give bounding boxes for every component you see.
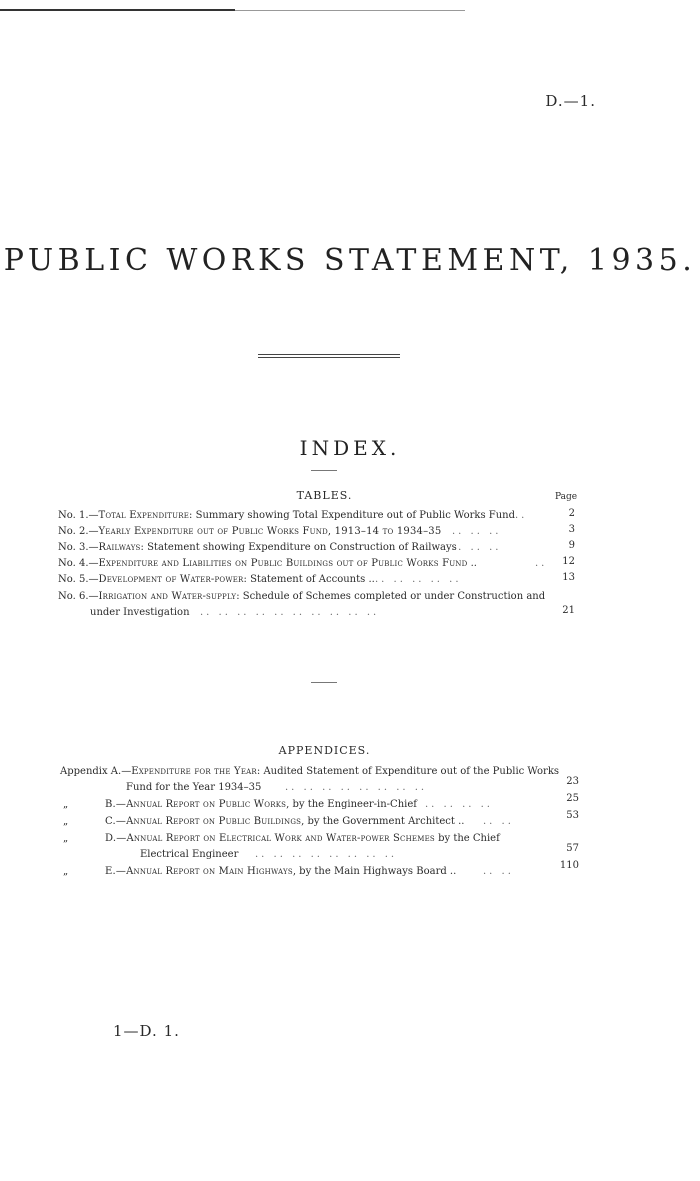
leader-dots: .. .. .. — [452, 542, 502, 553]
leader-dots: .. .. .. .. .. .. .. .. — [255, 849, 398, 860]
table-entry-3-page: 9 — [568, 540, 575, 551]
appendix-entry-c[interactable]: „ C.—Annual Report on Public Buildings, by the Government Architect .. — [63, 816, 465, 827]
double-rule-bottom — [258, 357, 400, 358]
table-entry-3[interactable]: No. 3.—Railways: Statement showing Expenditure on Construction of Railways — [58, 542, 457, 553]
table-entry-6-continuation: under Investigation — [90, 607, 190, 618]
leader-dots: .. .. .. .. .. .. .. .. — [285, 782, 428, 793]
table-entry-2[interactable]: No. 2.—Yearly Expenditure out of Public Works Fund, 1913–14 to 1934–35 — [58, 526, 442, 537]
leader-dots: .. .. — [483, 866, 514, 877]
table-entry-1-page: 2 — [568, 508, 575, 519]
top-border-line — [0, 9, 235, 11]
index-divider — [311, 470, 337, 471]
leader-dots: .. .. .. .. .. — [375, 574, 462, 585]
table-entry-4-page: 12 — [562, 556, 575, 567]
appendix-entry-e[interactable]: „ E.—Annual Report on Main Highways, by the Main Highways Board .. — [63, 866, 457, 877]
table-entry-2-page: 3 — [568, 524, 575, 535]
appendix-entry-c-page: 53 — [566, 810, 579, 821]
tables-heading: TABLES. — [296, 489, 353, 502]
appendix-entry-a-continuation: Fund for the Year 1934–35 — [126, 782, 262, 793]
table-entry-5[interactable]: No. 5.—Development of Water-power: Statement of Accounts .. — [58, 574, 375, 585]
table-entry-4[interactable]: No. 4.—Expenditure and Liabilities on Public Buildings out of Public Works Fund .. — [58, 558, 477, 569]
index-heading: INDEX. — [299, 436, 401, 460]
appendix-entry-b[interactable]: „ B.—Annual Report on Public Works, by the Engineer-in-Chief — [63, 799, 417, 810]
leader-dots: .. .. .. .. .. .. .. .. .. .. — [200, 607, 380, 618]
top-border-line-faint — [235, 10, 465, 11]
table-entry-1[interactable]: No. 1.—Total Expenditure: Summary showing Total Expenditure out of Public Works Fund — [58, 510, 515, 521]
table-entry-5-page: 13 — [562, 572, 575, 583]
appendix-entry-d-continuation: Electrical Engineer — [140, 849, 239, 860]
appendix-entry-b-page: 25 — [566, 793, 579, 804]
section-divider — [311, 682, 337, 683]
leader-dots: .. — [515, 510, 528, 521]
page-column-label: Page — [555, 492, 578, 502]
appendix-entry-e-page: 110 — [559, 860, 579, 871]
double-rule-top — [258, 354, 400, 355]
table-entry-6-page: 21 — [562, 605, 575, 616]
leader-dots: .. — [535, 558, 548, 569]
appendix-entry-a-page: 23 — [566, 776, 579, 787]
leader-dots: .. .. — [483, 816, 514, 827]
signature-mark: 1—D. 1. — [113, 1022, 180, 1040]
appendix-entry-d-page: 57 — [566, 843, 579, 854]
page-title: PUBLIC WORKS STATEMENT, 1935. — [3, 243, 697, 278]
appendix-entry-a[interactable]: Appendix A.—Expenditure for the Year: Audited Statement of Expenditure out of the Public Works — [60, 766, 560, 777]
appendix-entry-d[interactable]: „ D.—Annual Report on Electrical Work and Water-power Schemes by the Chief — [63, 833, 500, 844]
table-entry-6[interactable]: No. 6.—Irrigation and Water-supply: Schedule of Schemes completed or under Construction and — [58, 591, 546, 602]
leader-dots: .. .. .. — [452, 526, 502, 537]
document-reference: D.—1. — [545, 92, 596, 110]
appendices-heading: APPENDICES. — [278, 744, 371, 757]
leader-dots: .. .. .. .. — [425, 799, 493, 810]
